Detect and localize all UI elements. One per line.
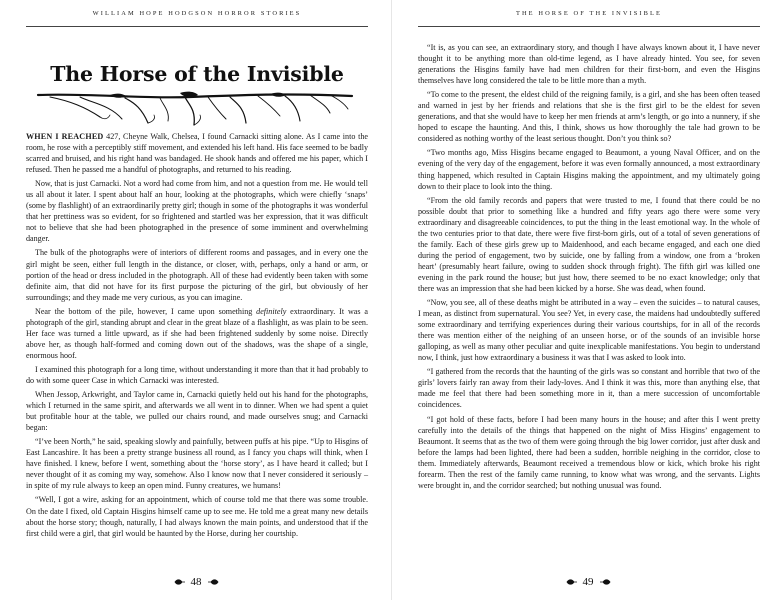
page-number: 49 xyxy=(582,576,594,588)
paragraph: “I got hold of these facts, before I had been many hours in the house; and after this I went pretty carefully into the details of the things that happened on the night of Miss Hisgins’ engagement to Beaumont. It seems that as the two of them were going through the big lower corridor, just after dusk and before the lamps had been lighted, there had been a sudden, horrible neighing in the corridor, close to them. Immediately afterwards, Beaumont received a tremendous blow or kick, which broke his right forearm. Then the rest of the family came running, to know what was wrong, and the servants. Lights were brought in, and the corridor searched; but nothing unusual was found. xyxy=(418,414,760,490)
paragraph-text: extraordinary. It was a photograph of the girl, standing abrupt and clear in the great blaze of a flashlight, as was plain to be seen. Her face was turned a little upward, as if she had been frightened suddenly by some noise. Directly above her, as though half-formed and coming down out of the shadows, was the shape of a single, enormous hoof. xyxy=(26,306,368,360)
folio-right xyxy=(392,576,784,588)
right-body-text xyxy=(418,42,760,494)
paragraph: “From the old family records and papers that were trusted to me, I found that there could be no possible doubt that prior to something like a hundred and fifty years ago there were some very extraordinary and disagreeable coincidences, to put the thing in the least emotional way. In the whole of the two centuries prior to that date, there were five first-born girls, out of a total of seven generations of the family. Each of these girls grew up to Maidenhood, and each became engaged, and each one died during the period of engagement, two by suicide, one by falling from a window, one from a ‘broken heart’ (presumably heart failure, owing to sudden shock through fright). The fifth girl was killed one evening in the park round the house; but just how, there seemed to be no exact knowledge; only that there was an impression that she had been kicked by a horse. She was dead, when found. xyxy=(418,195,760,293)
folio-fleuron-icon xyxy=(174,578,186,586)
paragraph: When Jessop, Arkwright, and Taylor came in, Carnacki quietly held out his hand for the photographs, which I returned in the same spirit, and afterwards we all went in to dinner. When we had spent a quiet but profitable hour at the table, we pulled our chairs round, and made ourselves snug; and Carnacki began: xyxy=(26,390,368,433)
paragraph: “I’ve been North,” he said, speaking slowly and painfully, between puffs at his pipe. “Up to Hisgins of East Lancashire. It has been a pretty strange business all round, as I fancy you chaps will think, when I have finished. I knew, before I went, something about the ‘horse story’, as I have heard it called; but I never thought of it as coming my way, somehow. Also I know now that I never considered it seriously – in spite of my rule always to keep an open mind. Funny creatures, we humans! xyxy=(26,437,368,491)
paragraph xyxy=(26,306,368,361)
paragraph: “Now, you see, all of these deaths might be attributed in a way – even the suicides – to natural causes, I mean, as distinct from supernatural. You see? Yet, in every case, the maidens had undoubtedly suffered some extraordinary and terrifying experiences during their various courtships, for in all of the records there was mention either of the neighing of an unseen horse, or of the sounds of an invisible horse galloping, as well as many other peculiar and quite inexplicable manifestations. You begin to understand now, I think, just how extraordinary a business it was that I was asked to look into. xyxy=(418,298,760,363)
chapter-title: The Horse of the Invisible xyxy=(50,62,344,86)
paragraph: “Two months ago, Miss Hisgins became engaged to Beaumont, a young Naval Officer, and on the evening of the very day of the engagement, before it was even formally announced, a most extraordinary thing happened, which resulted in Captain Hisgins making the appointment, and my ultimately going down to their place to look into the thing. xyxy=(418,148,760,191)
folio-fleuron-icon xyxy=(599,578,611,586)
running-head-right: THE HORSE OF THE INVISIBLE xyxy=(418,10,760,27)
paragraph: The bulk of the photographs were of interiors of different rooms and passages, and in every one the girl might be seen, either full length in the distance, or closer, with, perhaps, only a hand or arm, or portion of the head or dress included in the photograph. All of these had evidently been taken with some definite aim, that did not have for its first purpose the picturing of the girl, but obviously of her surroundings; and they made me very curious, as you can imagine. xyxy=(26,248,368,302)
title-ornament-icon xyxy=(30,89,360,127)
paragraph: “I gathered from the records that the haunting of the girls was so constant and horrible that two of the girls’ lovers fairly ran away from their lady-loves. And I think it was this, more than anything else, that made me feel that there had been something more in it, than a mere succession of uncomfortable coincidences. xyxy=(418,367,760,410)
opening-words: WHEN I REACHED xyxy=(26,132,104,141)
paragraph: “Well, I got a wire, asking for an appointment, which of course told me that there was some trouble. On the date I fixed, old Captain Hisgins himself came up to see me. He told me a great many new details about the horse story; though, naturally, I had always known the main points, and understood that if the first child were a girl, that girl would be haunted by the Horse, during her courtship. xyxy=(26,495,368,538)
paragraph: “It is, as you can see, an extraordinary story, and though I have always known about it, I have never thought it to be anything more than old-time legend, as I have already hinted. You see, for seven generations the Hisgins family have had men children for their first-born, and even the Hisgins themselves have long considered the tale to be little more than a myth. xyxy=(418,43,760,86)
paragraph xyxy=(26,131,368,175)
paragraph: “To come to the present, the eldest child of the reigning family, is a girl, and she has been often teased and warned in jest by her friends and relations that she is the first girl to be the eldest for seven generations, and that she would have to keep her men friends at arm’s length, or go into a nunnery, if she hoped to escape the haunting. And this, I think, shows us how thoroughly the tale had grown to be considered as nothing worthy of the least serious thought. Don’t you think so? xyxy=(418,90,760,144)
paragraph: Now, that is just Carnacki. Not a word had come from him, and not a question from me. He would tell us all about it later. I spent about half an hour, looking at the photographs, which were chiefly ‘snaps’ (some by flashlight) of an extraordinarily pretty girl; though in some of the photographs it was wonderful that her prettiness was so evident, for so frightened and startled was her expression, that it was difficult not to believe that she had been photographed in the presence of some imminent and overwhelming danger. xyxy=(26,179,368,244)
page-number: 48 xyxy=(190,576,202,588)
paragraph-text: Near the bottom of the pile, however, I came upon something xyxy=(35,306,257,316)
right-page xyxy=(392,0,784,600)
folio-fleuron-icon xyxy=(566,578,578,586)
paragraph-text: 427, Cheyne Walk, Chelsea, I found Carnacki sitting alone. As I came into the room, he rose with a perceptibly stiff movement, and extended his left hand. His face seemed to be badly scarred and bruised, and his right hand was bandaged. He shook hands and offered me his paper, which I refused. Then he passed me a handful of photographs, and returned to his reading. xyxy=(26,132,368,175)
folio-fleuron-icon xyxy=(207,578,219,586)
running-head-left: WILLIAM HOPE HODGSON HORROR STORIES xyxy=(26,10,368,27)
folio-left xyxy=(0,576,392,588)
paragraph: I examined this photograph for a long time, without understanding it more than that it had probably to do with some queer Case in which Carnacki was interested. xyxy=(26,364,368,385)
emphasis: definitely xyxy=(256,306,287,316)
left-body-text xyxy=(26,131,368,542)
